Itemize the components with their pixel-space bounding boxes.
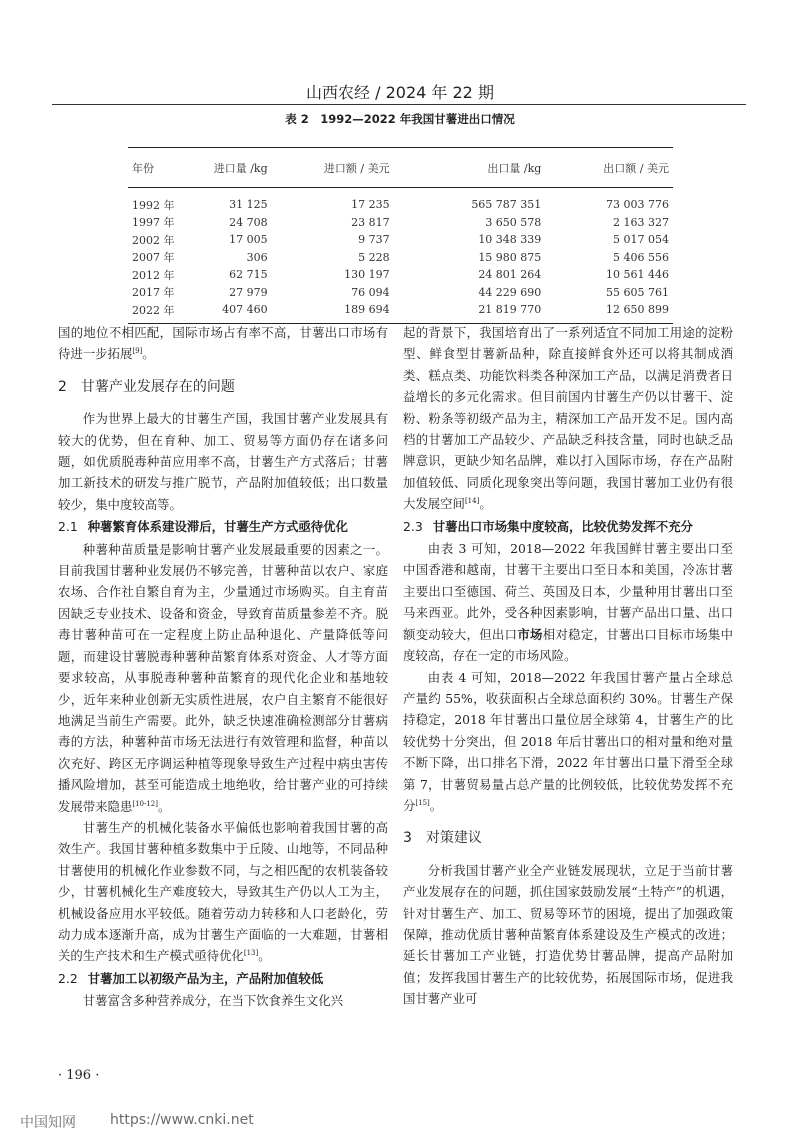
page-number: · 196 · — [58, 1068, 100, 1083]
subsection-heading — [403, 516, 733, 537]
section-number: 2 — [58, 378, 67, 395]
subsection-number: 2.1 — [58, 519, 78, 535]
paragraph-text: 国的地位不相匹配，国际市场占有率不高，甘薯出口市场有待进一步拓展 — [58, 325, 388, 362]
table-cell: 189 694 — [344, 303, 390, 317]
table-cell: 12 650 899 — [606, 303, 669, 317]
table-cell: 5 228 — [358, 250, 390, 264]
header-rule — [52, 104, 746, 105]
journal-header: 山西农经 / 2024 年 22 期 — [306, 83, 494, 102]
paragraph: 甘薯生产的机械化装备水平偏低也影响着我国甘薯的高效生产。我国甘薯种植多数集中于丘陵、山地等，不同品种甘薯使用的机械化作业参数不同，与之相匹配的农机装备较少，甘薯机械化生产难度较大，导致其生产仍以人工为主，机械设备应用水平较低。随着劳动力转移和人口老龄化，劳动力成本逐渐升高，成为甘薯生产面临的一大难题，甘薯相关的生产技术和生产模式亟待优化[13]。 — [58, 819, 388, 964]
table-cell: 2002 年 — [132, 233, 175, 247]
table-caption: 表 2 1992—2022 年我国甘薯进出口情况 — [285, 112, 515, 126]
table-cell: 2022 年 — [132, 303, 175, 317]
table-cell: 24 708 — [229, 215, 268, 229]
citation: [13] — [243, 949, 259, 958]
paragraph-text: 种薯种苗质量是影响甘薯产业发展最重要的因素之一。目前我国甘薯种业发展仍不够完善，甘薯种苗以农户、家庭农场、合作社自繁自育为主，少量通过市场购买。自主育苗因缺乏专业技术、设备和资金，导致育苗质量参差不齐。脱毒甘薯种苗可在一定程度上防止品种退化、产量降低等问题，而建设甘薯脱毒种薯种苗繁育体系对资金、人才等方面要求较高，从事脱毒种薯种苗繁育的现代化企业和基地较少，近年来种业创新无实质性进展，农户自主繁育不能很好地满足当前生产需要。此外，缺乏快速准确检测部分甘薯病毒的方法，种薯种苗市场无法进行有效管理和监督，种苗以次充好、跨区无序调运种植等现象导致生产过程中病虫害传播风险增加，甚至可能造成土地绝收，给甘薯产业的可持续发展带来隐患 — [58, 541, 388, 814]
column-header: 出口量 /kg — [487, 161, 542, 175]
table-cell: 55 605 761 — [606, 285, 669, 299]
paragraph — [403, 538, 733, 666]
table-cell: 10 561 446 — [606, 268, 669, 282]
table-row — [128, 249, 673, 267]
subsection-title: 甘薯加工以初级产品为主，产品附加值较低 — [87, 970, 324, 986]
table-cell: 2012 年 — [132, 268, 175, 282]
paragraph-text: 由表 4 可知，2018—2022 年我国甘薯产量占全球总产量约 55%，收获面积占全球总面积约 30%。甘薯生产保持稳定，2018 年甘薯出口量位居全球第 4，甘薯生产的比较优势十分突出，但 2018 年后甘薯出口的相对量和绝对量不断下降，出口排名下滑，2022 年甘薯出口量下滑至全球第 7，甘薯贸易量占总产量的比例较低，比较优势发挥不充分 — [403, 669, 733, 813]
section-heading — [403, 828, 733, 849]
bold-term: 市场 — [517, 626, 543, 642]
watermark — [0, 1112, 800, 1132]
table-cell: 3 650 578 — [485, 215, 542, 229]
paragraph: 国的地位不相匹配，国际市场占有率不高，甘薯出口市场有待进一步拓展[9]。 — [58, 325, 388, 362]
table-cell: 2017 年 — [132, 286, 175, 300]
table-cell: 73 003 776 — [606, 198, 669, 212]
subsection-heading — [58, 516, 388, 537]
paragraph: 由表 4 可知，2018—2022 年我国甘薯产量占全球总产量约 55%，收获面积占全球总面积约 30%。甘薯生产保持稳定，2018 年甘薯出口量位居全球第 4，甘薯生产的比较优势十分突出，但 2018 年后甘薯出口的相对量和绝对量不断下降，出口排名下滑，2022 年甘薯出口量下滑至全球第 7，甘薯贸易量占总产量的比例较低，比较优势发挥不充分[15]。 — [403, 669, 733, 813]
table-cell: 2 163 327 — [613, 215, 669, 229]
table-cell: 130 197 — [344, 268, 390, 282]
citation: [9] — [132, 347, 143, 356]
column-header: 出口额 / 美元 — [603, 161, 669, 175]
section-heading — [58, 377, 388, 398]
citation: [14] — [464, 497, 480, 506]
table-row — [128, 301, 673, 323]
section-title: 甘薯产业发展存在的问题 — [80, 378, 235, 395]
section-number: 3 — [403, 830, 412, 847]
paragraph: 作为世界上最大的甘薯生产国，我国甘薯产业发展具有较大的优势，但在育种、加工、贸易等方面仍存在诸多问题，如优质脱毒种苗应用率不高，甘薯生产方式落后；甘薯加工新技术的研发与推广脱节，产品附加值较低；出口数量较少，集中度较高等。 — [58, 411, 388, 512]
table-cell: 44 229 690 — [478, 285, 542, 299]
paragraph: 甘薯富含多种营养成分，在当下饮食养生文化兴 — [82, 993, 343, 1009]
paragraph-text: 相对稳定，甘薯出口目标市场集中度较高，存在一定的市场风险。 — [403, 626, 734, 664]
paragraph: 分析我国甘薯产业全产业链发展现状，立足于当前甘薯产业发展存在的问题，抓住国家鼓励发展“土特产”的机遇，针对甘薯生产、加工、贸易等环节的困境，提出了加强政策保障，推动优质甘薯种苗繁育体系建设及生产模式的改进；延长甘薯加工产业链，打造优势甘薯品牌，提高产品附加值；发挥我国甘薯生产的比较优势，拓展国际市场，促进我国甘薯产业可 — [403, 862, 733, 1007]
trade-table — [128, 147, 673, 324]
watermark-brand: 中国知网 — [20, 1115, 76, 1131]
paragraph-text: 甘薯生产的机械化装备水平偏低也影响着我国甘薯的高效生产。我国甘薯种植多数集中于丘陵、山地等，不同品种甘薯使用的机械化作业参数不同，与之相匹配的农机装备较少，甘薯机械化生产难度较大，导致其生产仍以人工为主，机械设备应用水平较低。随着劳动力转移和人口老龄化，劳动力成本逐渐升高，成为甘薯生产面临的一大难题，甘薯相关的生产技术和生产模式亟待优化 — [58, 819, 388, 964]
table-cell: 10 348 339 — [478, 233, 542, 247]
table-cell: 5 017 054 — [613, 233, 669, 247]
table-cell: 21 819 770 — [478, 303, 542, 317]
table-cell: 23 817 — [351, 215, 390, 229]
column-header: 年份 — [132, 161, 154, 175]
subsection-number: 2.3 — [403, 518, 423, 534]
table-cell: 407 460 — [222, 303, 268, 317]
table-row — [128, 266, 673, 284]
citation: [10-12] — [132, 799, 158, 808]
subsection-title: 甘薯出口市场集中度较高，比较优势发挥不充分 — [432, 518, 693, 534]
table-row — [128, 188, 673, 214]
table-row — [128, 214, 673, 232]
table-cell: 27 979 — [229, 285, 268, 299]
table-cell: 306 — [246, 250, 268, 264]
paragraph: 起的背景下，我国培育出了一系列适宜不同加工用途的淀粉型、鲜食型甘薯新品种，除直接鲜食外还可以将其制成酒类、糕点类、功能饮料类各种深加工产品，以满足消费者日益增长的多元化需求。但目前国内甘薯生产仍以甘薯干、淀粉、粉条等初级产品为主，精深加工产品开发不足。国内高档的甘薯加工产品较少、产品缺乏科技含量，同时也缺乏品牌意识，更缺少知名品牌，难以打入国际市场，存在产品附加值较低、同质化现象突出等问题，我国甘薯加工业仍有很大发展空间[14]。 — [403, 325, 733, 512]
right-column — [403, 322, 733, 1010]
citation: [15] — [415, 798, 430, 807]
table-cell: 565 787 351 — [471, 198, 542, 212]
table-cell: 5 406 556 — [613, 250, 669, 264]
paragraph-text: 由表 3 可知，2018—2022 年我国鲜甘薯主要出口至中国香港和越南，甘薯干主要出口至日本和美国，冷冻甘薯主要出口至德国、荷兰、英国及日本，少量种用甘薯出口至马来西亚。此外，受各种因素影响，甘薯产品出口量、出口额变动较大，但出口 — [403, 541, 733, 642]
watermark-url: https://www.cnki.net — [110, 1112, 254, 1128]
table-cell: 24 801 264 — [478, 268, 542, 282]
table-cell: 62 715 — [229, 268, 268, 282]
table-cell: 2007 年 — [132, 251, 175, 265]
table-cell: 1992 年 — [132, 198, 175, 212]
table-header-row — [128, 148, 673, 188]
table-cell: 17 235 — [351, 198, 390, 212]
section-title: 对策建议 — [425, 830, 482, 847]
table-row — [128, 231, 673, 249]
subsection-number: 2.2 — [58, 970, 78, 986]
left-column — [58, 322, 388, 1012]
table-cell: 31 125 — [229, 198, 268, 212]
subsection-title: 种薯繁育体系建设滞后，甘薯生产方式亟待优化 — [87, 519, 348, 535]
table-cell: 17 005 — [229, 233, 268, 247]
table-cell: 76 094 — [351, 285, 390, 299]
column-header: 进口额 / 美元 — [323, 161, 390, 175]
table-row — [128, 284, 673, 302]
table-cell: 9 737 — [358, 233, 390, 247]
table-cell: 1997 年 — [132, 216, 175, 230]
paragraph: 种薯种苗质量是影响甘薯产业发展最重要的因素之一。目前我国甘薯种业发展仍不够完善，甘薯种苗以农户、家庭农场、合作社自繁自育为主，少量通过市场购买。自主育苗因缺乏专业技术、设备和资金，导致育苗质量参差不齐。脱毒甘薯种苗可在一定程度上防止品种退化、产量降低等问题，而建设甘薯脱毒种薯种苗繁育体系对资金、人才等方面要求较高，从事脱毒种薯种苗繁育的现代化企业和基地较少，近年来种业创新无实质性进展，农户自主繁育不能很好地满足当前生产需要。此外，缺乏快速准确检测部分甘薯病毒的方法，种薯种苗市场无法进行有效管理和监督，种苗以次充好、跨区无序调运种植等现象导致生产过程中病虫害传播风险增加，甚至可能造成土地绝收，给甘薯产业的可持续发展带来隐患[10-12]。 — [58, 541, 388, 814]
subsection-heading — [58, 968, 388, 989]
table-cell: 15 980 875 — [478, 250, 542, 264]
paragraph-text: 起的背景下，我国培育出了一系列适宜不同加工用途的淀粉型、鲜食型甘薯新品种，除直接鲜食外还可以将其制成酒类、糕点类、功能饮料类各种深加工产品，以满足消费者日益增长的多元化需求。但目前国内甘薯生产仍以甘薯干、淀粉、粉条等初级产品为主，精深加工产品开发不足。国内高档的甘薯加工产品较少、产品缺乏科技含量，同时也缺乏品牌意识，更缺少知名品牌，难以打入国际市场，存在产品附加值较低、同质化现象突出等问题，我国甘薯加工业仍有很大发展空间 — [403, 325, 733, 512]
column-header: 进口量 /kg — [213, 161, 268, 175]
